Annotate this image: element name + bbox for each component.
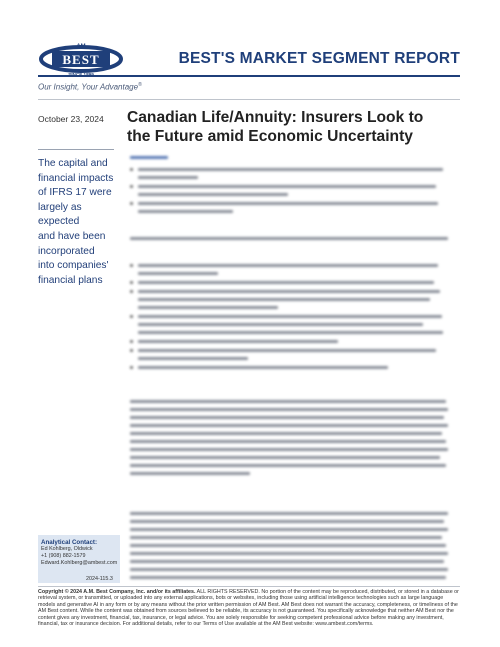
header-divider [38, 75, 460, 77]
copyright-notice [38, 589, 460, 627]
highlight-divider [38, 149, 114, 150]
footer-divider [38, 586, 460, 587]
highlight-line: of IFRS 17 were [38, 187, 112, 199]
tagline-divider [38, 99, 460, 100]
contact-email-link[interactable]: Edward.Kohlberg@ambest.com [41, 560, 118, 566]
registered-mark: ® [138, 82, 142, 88]
am-best-logo [38, 40, 124, 78]
document-number: 2024-115.3 [86, 576, 113, 582]
highlight-callout [38, 157, 120, 288]
tagline [38, 82, 142, 92]
tagline-text: Our Insight, Your Advantage [38, 82, 139, 92]
highlight-line: financial impacts [38, 172, 114, 184]
headline-line-1: Canadian Life/Annuity: Insurers Look to [127, 109, 424, 126]
report-title: BEST'S MARKET SEGMENT REPORT [178, 50, 460, 67]
contact-name: Ed Kohlberg, Oldwick [41, 546, 93, 552]
contact-heading: Analytical Contact: [41, 539, 98, 546]
highlight-line: financial plans [38, 274, 103, 286]
highlight-line: into companies' [38, 260, 109, 272]
highlight-line: largely as expected [38, 201, 82, 228]
highlight-line: incorporated [38, 245, 95, 257]
logo-top-text: AM [76, 44, 86, 50]
contact-phone: +1 (908) 882-1579 [41, 553, 86, 559]
copyright-bold: Copyright © 2024 A.M. Best Company, Inc. and/or its affiliates. [38, 589, 196, 595]
highlight-line: and have been [38, 230, 106, 242]
report-date: October 23, 2024 [38, 114, 104, 124]
logo-main-text: BEST [62, 52, 100, 67]
blurred-body-text [130, 152, 460, 582]
report-headline [127, 108, 467, 146]
highlight-line: The capital and [38, 158, 108, 169]
headline-line-2: the Future amid Economic Uncertainty [127, 128, 413, 145]
copyright-body: ALL RIGHTS RESERVED. No portion of the content may be reproduced, distributed, or stored in a database or retrieval system, or transmitted, or uploaded into any external applications, bots or websites, including those using artificial intelligence technologies such as large language models and generative AI in any form or by any means without the prior written permission of AM Best. AM Best does not warrant the accuracy, completeness, or timeliness of the AM Best content. While the content was obtained from sources believed to be reliable, its accuracy is not guaranteed. You specifically acknowledge that neither AM Best nor the content gives any investment, financial, tax, insurance, or legal advice. You are solely responsible for seeking competent professional advice before making any investment, financial, tax or insurance decision. For additional details, refer to our Terms of Use available at the AM Best website: www.ambest.com/terms. [38, 589, 459, 628]
